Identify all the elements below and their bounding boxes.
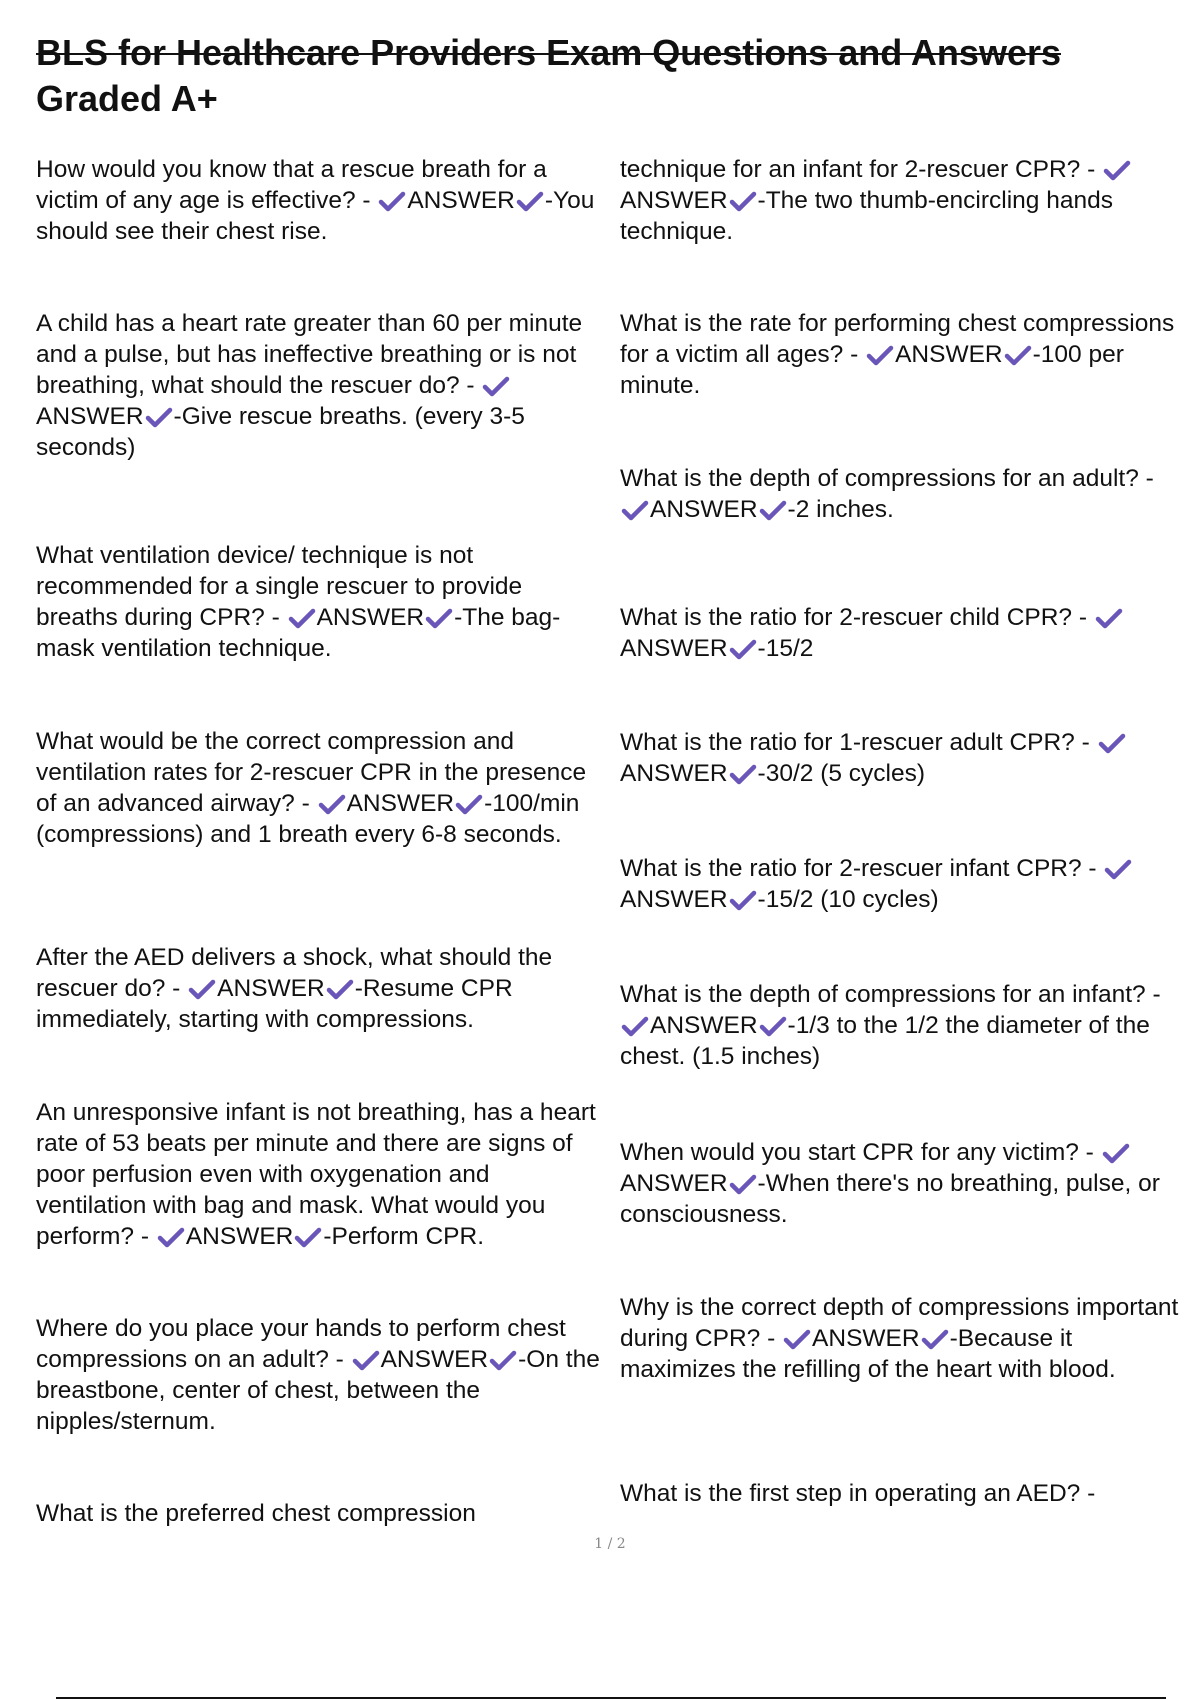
check-icon bbox=[377, 190, 407, 210]
qa-item bbox=[620, 1137, 1190, 1230]
question-text: What ventilation device/ technique is not recommended for a single rescuer to provide breaths during CPR? - bbox=[36, 542, 523, 631]
qa-item bbox=[36, 154, 601, 247]
answer-label: ANSWER bbox=[36, 403, 144, 430]
check-icon bbox=[758, 499, 788, 519]
check-icon bbox=[187, 978, 217, 998]
check-icon bbox=[1003, 344, 1033, 364]
check-icon bbox=[782, 1328, 812, 1348]
check-icon bbox=[728, 190, 758, 210]
question-text: What would be the correct compression and ventilation rates for 2-rescuer CPR in the presence of an advanced airway? - bbox=[36, 728, 587, 817]
answer-text: -2 inches. bbox=[787, 496, 894, 523]
question-text: After the AED delivers a shock, what should the rescuer do? - bbox=[36, 944, 553, 1002]
answer-label: ANSWER bbox=[650, 496, 758, 523]
check-icon bbox=[1103, 858, 1133, 878]
qa-item bbox=[36, 308, 601, 463]
check-icon bbox=[728, 763, 758, 783]
check-icon bbox=[728, 1173, 758, 1193]
question-text: What is the rate for performing chest compressions for a victim all ages? - bbox=[620, 310, 1175, 368]
check-icon bbox=[287, 607, 317, 627]
answer-text: -On the breastbone, center of chest, between the nipples/sternum. bbox=[36, 1346, 600, 1435]
question-text: What is the depth of compressions for an adult? - bbox=[620, 465, 1154, 492]
qa-item bbox=[620, 308, 1190, 401]
check-icon bbox=[920, 1328, 950, 1348]
question-text: An unresponsive infant is not breathing, has a heart rate of 53 beats per minute and there are signs of poor perfusion even with oxygenation and ventilation with bag and mask. What would you perform? - bbox=[36, 1099, 596, 1250]
check-icon bbox=[325, 978, 355, 998]
question-text: technique for an infant for 2-rescuer CPR? - bbox=[620, 156, 1096, 183]
answer-label: ANSWER bbox=[407, 187, 515, 214]
check-icon bbox=[620, 499, 650, 519]
qa-item bbox=[620, 1478, 1190, 1509]
answer-text: -The bag-mask ventilation technique. bbox=[36, 604, 561, 662]
answer-label: ANSWER bbox=[620, 760, 728, 787]
qa-item bbox=[620, 463, 1190, 525]
check-icon bbox=[1102, 159, 1132, 179]
question-text: Why is the correct depth of compressions important during CPR? - bbox=[620, 1294, 1179, 1352]
check-icon bbox=[728, 889, 758, 909]
qa-item bbox=[36, 1313, 601, 1437]
answer-text: -100 per minute. bbox=[620, 341, 1124, 399]
qa-item bbox=[36, 726, 601, 850]
answer-label: ANSWER bbox=[812, 1325, 920, 1352]
answer-label: ANSWER bbox=[620, 635, 728, 662]
check-icon bbox=[144, 406, 174, 426]
answer-text: -100/min (compressions) and 1 breath every 6-8 seconds. bbox=[36, 790, 580, 848]
answer-label: ANSWER bbox=[620, 1170, 728, 1197]
answer-text: -30/2 (5 cycles) bbox=[757, 760, 926, 787]
check-icon bbox=[481, 375, 511, 395]
qa-item bbox=[620, 853, 1190, 915]
check-icon bbox=[515, 190, 545, 210]
answer-text: -Resume CPR immediately, starting with compressions. bbox=[36, 975, 513, 1033]
answer-text: -15/2 (10 cycles) bbox=[757, 886, 939, 913]
qa-item bbox=[620, 727, 1190, 789]
question-text: What is the ratio for 2-rescuer child CPR? - bbox=[620, 604, 1088, 631]
check-icon bbox=[865, 344, 895, 364]
check-icon bbox=[293, 1226, 323, 1246]
answer-label: ANSWER bbox=[620, 886, 728, 913]
check-icon bbox=[728, 638, 758, 658]
check-icon bbox=[488, 1349, 518, 1369]
check-icon bbox=[758, 1015, 788, 1035]
answer-text: -When there's no breathing, pulse, or consciousness. bbox=[620, 1170, 1160, 1228]
answer-text: -15/2 bbox=[757, 635, 814, 662]
question-text: What is the ratio for 1-rescuer adult CPR? - bbox=[620, 729, 1090, 756]
footer-divider bbox=[56, 1697, 1166, 1699]
check-icon bbox=[156, 1226, 186, 1246]
check-icon bbox=[317, 793, 347, 813]
qa-item bbox=[620, 1292, 1190, 1385]
title-line-1: BLS for Healthcare Providers Exam Questions and Answers bbox=[36, 32, 1061, 73]
qa-item bbox=[36, 540, 601, 664]
answer-text: -Because it maximizes the refilling of the heart with blood. bbox=[620, 1325, 1116, 1383]
check-icon bbox=[620, 1015, 650, 1035]
answer-text: -Give rescue breaths. (every 3-5 seconds) bbox=[36, 403, 525, 461]
question-text: What is the first step in operating an AED? - bbox=[620, 1480, 1096, 1507]
qa-item bbox=[620, 154, 1190, 247]
answer-label: ANSWER bbox=[895, 341, 1003, 368]
qa-item bbox=[36, 942, 601, 1035]
answer-text: -1/3 to the 1/2 the diameter of the chest. (1.5 inches) bbox=[620, 1012, 1150, 1070]
answer-label: ANSWER bbox=[217, 975, 325, 1002]
answer-label: ANSWER bbox=[620, 187, 728, 214]
qa-item bbox=[620, 602, 1190, 664]
answer-label: ANSWER bbox=[346, 790, 455, 817]
title-line-2: Graded A+ bbox=[36, 78, 218, 119]
question-text: What is the ratio for 2-rescuer infant CPR? - bbox=[620, 855, 1097, 882]
check-icon bbox=[351, 1349, 381, 1369]
check-icon bbox=[1101, 1142, 1131, 1162]
check-icon bbox=[424, 607, 454, 627]
check-icon bbox=[1097, 732, 1127, 752]
answer-label: ANSWER bbox=[316, 604, 425, 631]
question-text: When would you start CPR for any victim? - bbox=[620, 1139, 1094, 1166]
check-icon bbox=[454, 793, 484, 813]
question-text: What is the preferred chest compression bbox=[36, 1500, 476, 1527]
question-text: Where do you place your hands to perform chest compressions on an adult? - bbox=[36, 1315, 566, 1373]
qa-item bbox=[36, 1498, 601, 1529]
answer-text: -The two thumb-encircling hands technique. bbox=[620, 187, 1113, 245]
page-number: 1 / 2 bbox=[594, 1536, 626, 1552]
qa-item bbox=[620, 979, 1190, 1072]
check-icon bbox=[1094, 607, 1124, 627]
answer-label: ANSWER bbox=[380, 1346, 489, 1373]
document-title bbox=[36, 30, 1186, 122]
answer-label: ANSWER bbox=[185, 1223, 294, 1250]
answer-label: ANSWER bbox=[650, 1012, 758, 1039]
question-text: A child has a heart rate greater than 60 per minute and a pulse, but has ineffective breathing or is not breathing, what should the rescuer do? - bbox=[36, 310, 583, 399]
answer-text: -You should see their chest rise. bbox=[36, 187, 595, 245]
question-text: What is the depth of compressions for an infant? - bbox=[620, 981, 1161, 1008]
answer-text: -Perform CPR. bbox=[323, 1223, 485, 1250]
qa-item bbox=[36, 1097, 601, 1252]
question-text: How would you know that a rescue breath for a victim of any age is effective? - bbox=[36, 156, 547, 214]
